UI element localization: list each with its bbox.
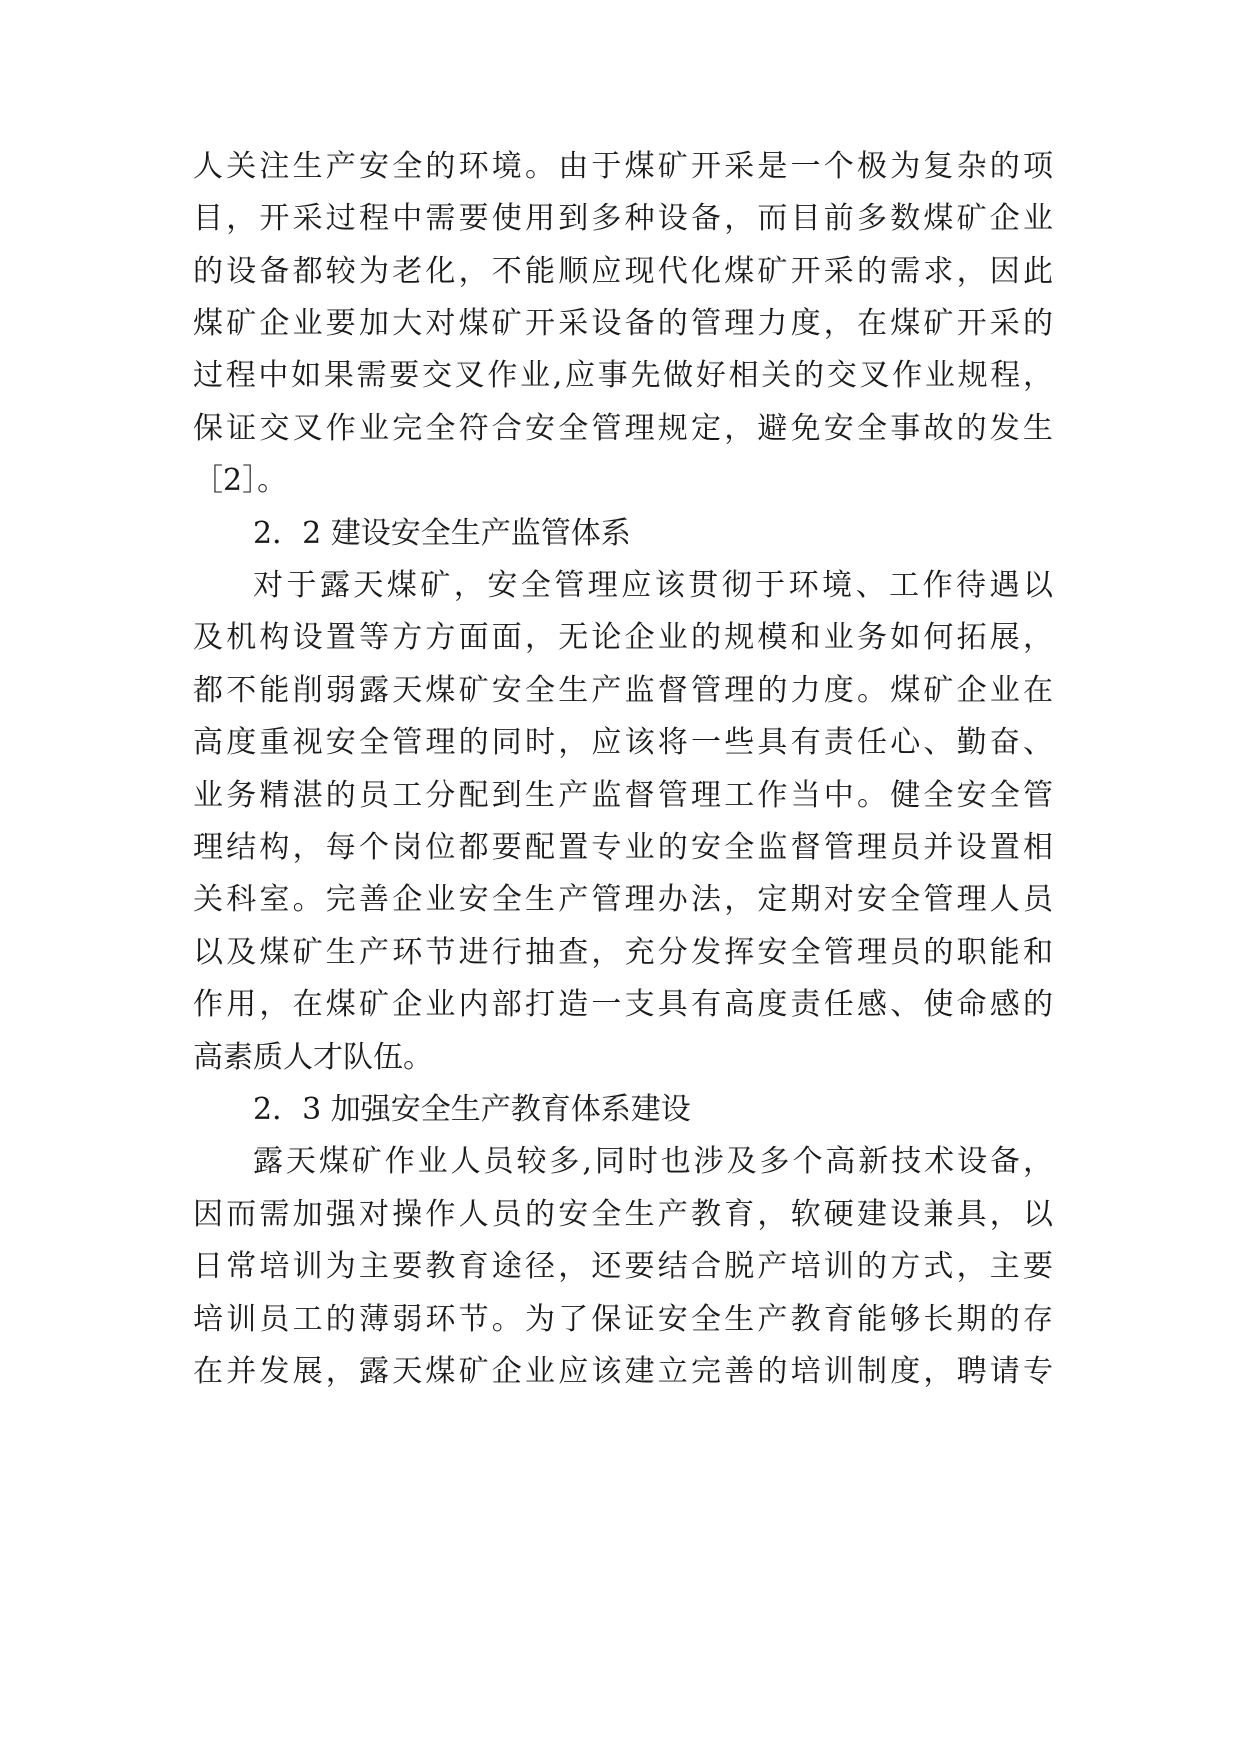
text-line: 及机构设置等方方面面，无论企业的规模和业务如何拓展，: [193, 620, 1053, 655]
text-line: 培训员工的薄弱环节。为了保证安全生产教育能够长期的存: [193, 1302, 1053, 1337]
text-line: 作用，在煤矿企业内部打造一支具有高度责任感、使命感的: [193, 987, 1053, 1022]
text-line: 都不能削弱露天煤矿安全生产监督管理的力度。煤矿企业在: [193, 673, 1053, 708]
paragraph-first-line: 露天煤矿作业人员较多,同时也涉及多个高新技术设备，: [253, 1144, 1053, 1179]
text-line: 过程中如果需要交叉作业,应事先做好相关的交叉作业规程，: [193, 358, 1053, 393]
text-line: 日常培训为主要教育途径，还要结合脱产培训的方式，主要: [193, 1249, 1053, 1284]
text-line: 目，开采过程中需要使用到多种设备，而目前多数煤矿企业: [193, 201, 1053, 236]
text-line: 保证交叉作业完全符合安全管理规定，避免安全事故的发生: [193, 411, 1053, 446]
text-line: 在并发展，露天煤矿企业应该建立完善的培训制度，聘请专: [193, 1354, 1053, 1389]
text-line: 理结构，每个岗位都要配置专业的安全监督管理员并设置相: [193, 830, 1053, 865]
section-heading: 2．2 建设安全生产监管体系: [253, 516, 631, 551]
text-line: 人关注生产安全的环境。由于煤矿开采是一个极为复杂的项: [193, 149, 1053, 184]
text-line: 业务精湛的员工分配到生产监督管理工作当中。健全安全管: [193, 778, 1053, 813]
text-line: 高素质人才队伍。: [193, 1040, 433, 1075]
text-line: 以及煤矿生产环节进行抽查，充分发挥安全管理员的职能和: [193, 935, 1053, 970]
text-line: 煤矿企业要加大对煤矿开采设备的管理力度，在煤矿开采的: [193, 306, 1053, 341]
text-line: 关科室。完善企业安全生产管理办法，定期对安全管理人员: [193, 882, 1053, 917]
text-line: 的设备都较为老化，不能顺应现代化煤矿开采的需求，因此: [193, 254, 1053, 289]
text-line: 因而需加强对操作人员的安全生产教育，软硬建设兼具，以: [193, 1197, 1053, 1232]
text-line: ［2］。: [193, 463, 288, 498]
section-heading: 2．3 加强安全生产教育体系建设: [253, 1092, 691, 1127]
paragraph-first-line: 对于露天煤矿，安全管理应该贯彻于环境、工作待遇以: [253, 568, 1053, 603]
text-line: 高度重视安全管理的同时，应该将一些具有责任心、勤奋、: [193, 725, 1053, 760]
